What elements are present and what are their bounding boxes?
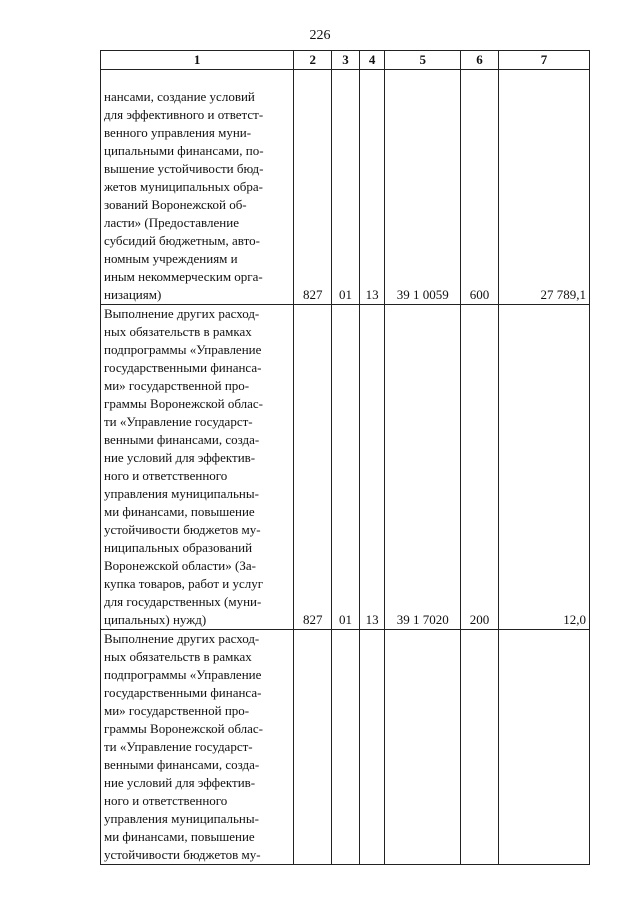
description-line: жетов муниципальных обра-: [104, 179, 263, 194]
header-col-3: 3: [332, 51, 360, 70]
description-line: устойчивости бюджетов му-: [104, 847, 261, 862]
row-amount: [498, 630, 589, 865]
description-line: устойчивости бюджетов му-: [104, 522, 261, 537]
description-line: граммы Воронежской облас-: [104, 396, 263, 411]
row-code-2: 827: [294, 305, 332, 630]
description-line: ние условий для эффектив-: [104, 775, 256, 790]
description-line: ципальными финансами, по-: [104, 143, 264, 158]
table-row: [101, 630, 590, 865]
header-col-6: 6: [461, 51, 499, 70]
description-line: ных обязательств в рамках: [104, 649, 252, 664]
row-code-6: 200: [461, 305, 499, 630]
description-line: для государственных (муни-: [104, 594, 262, 609]
description-line: ми» государственной про-: [104, 703, 250, 718]
description-line: Выполнение других расход-: [104, 631, 260, 646]
row-code-4: 13: [359, 70, 385, 305]
description-line: государственными финанса-: [104, 685, 262, 700]
row-code-5: 39 1 7020: [385, 305, 461, 630]
row-amount: 27 789,1: [498, 70, 589, 305]
row-code-3: 01: [332, 70, 360, 305]
description-line: ние условий для эффектив-: [104, 450, 256, 465]
description-line: ми финансами, повышение: [104, 504, 255, 519]
row-code-5: [385, 630, 461, 865]
description-line: государственными финанса-: [104, 360, 262, 375]
description-line: ти «Управление государст-: [104, 739, 253, 754]
description-line: номным учреждениям и: [104, 251, 238, 266]
row-code-2: 827: [294, 70, 332, 305]
description-line: иным некоммерческим орга-: [104, 269, 263, 284]
row-amount: 12,0: [498, 305, 589, 630]
description-line: ного и ответственного: [104, 793, 228, 808]
row-code-3: [332, 630, 360, 865]
header-row: [101, 51, 590, 70]
row-code-5: 39 1 0059: [385, 70, 461, 305]
description-line: венного управления муни-: [104, 125, 252, 140]
description-line: нансами, создание условий: [104, 89, 255, 104]
description-line: граммы Воронежской облас-: [104, 721, 263, 736]
description-line: ниципальных образований: [104, 540, 253, 555]
description-line: венными финансами, созда-: [104, 432, 260, 447]
row-code-4: [359, 630, 385, 865]
description-line: ного и ответственного: [104, 468, 228, 483]
row-code-6: [461, 630, 499, 865]
description-line: низациям): [104, 287, 162, 302]
description-line: ти «Управление государст-: [104, 414, 253, 429]
description-line: ласти» (Предоставление: [104, 215, 239, 230]
description-line: ных обязательств в рамках: [104, 324, 252, 339]
table-row: [101, 70, 590, 305]
description-line: ми финансами, повышение: [104, 829, 255, 844]
description-line: управления муниципальны-: [104, 811, 259, 826]
description-line: купка товаров, работ и услуг: [104, 576, 264, 591]
description-line: подпрограммы «Управление: [104, 342, 262, 357]
description-line: субсидий бюджетным, авто-: [104, 233, 260, 248]
row-code-4: 13: [359, 305, 385, 630]
table-row: [101, 305, 590, 630]
row-code-2: [294, 630, 332, 865]
description-line: ципальных) нужд): [104, 612, 207, 627]
description-line: управления муниципальны-: [104, 486, 259, 501]
header-col-2: 2: [294, 51, 332, 70]
header-col-5: 5: [385, 51, 461, 70]
row-description: [101, 630, 294, 865]
budget-table: [100, 50, 590, 865]
row-description: [101, 305, 294, 630]
row-description: [101, 70, 294, 305]
header-col-7: 7: [498, 51, 589, 70]
header-col-4: 4: [359, 51, 385, 70]
description-line: для эффективного и ответст-: [104, 107, 264, 122]
row-code-6: 600: [461, 70, 499, 305]
header-col-1: 1: [101, 51, 294, 70]
description-line: вышение устойчивости бюд-: [104, 161, 264, 176]
row-code-3: 01: [332, 305, 360, 630]
description-line: Выполнение других расход-: [104, 306, 260, 321]
description-line: венными финансами, созда-: [104, 757, 260, 772]
description-line: Воронежской области» (За-: [104, 558, 256, 573]
description-line: ми» государственной про-: [104, 378, 250, 393]
page-number: 226: [309, 28, 331, 43]
description-line: зований Воронежской об-: [104, 197, 247, 212]
description-line: подпрограммы «Управление: [104, 667, 262, 682]
